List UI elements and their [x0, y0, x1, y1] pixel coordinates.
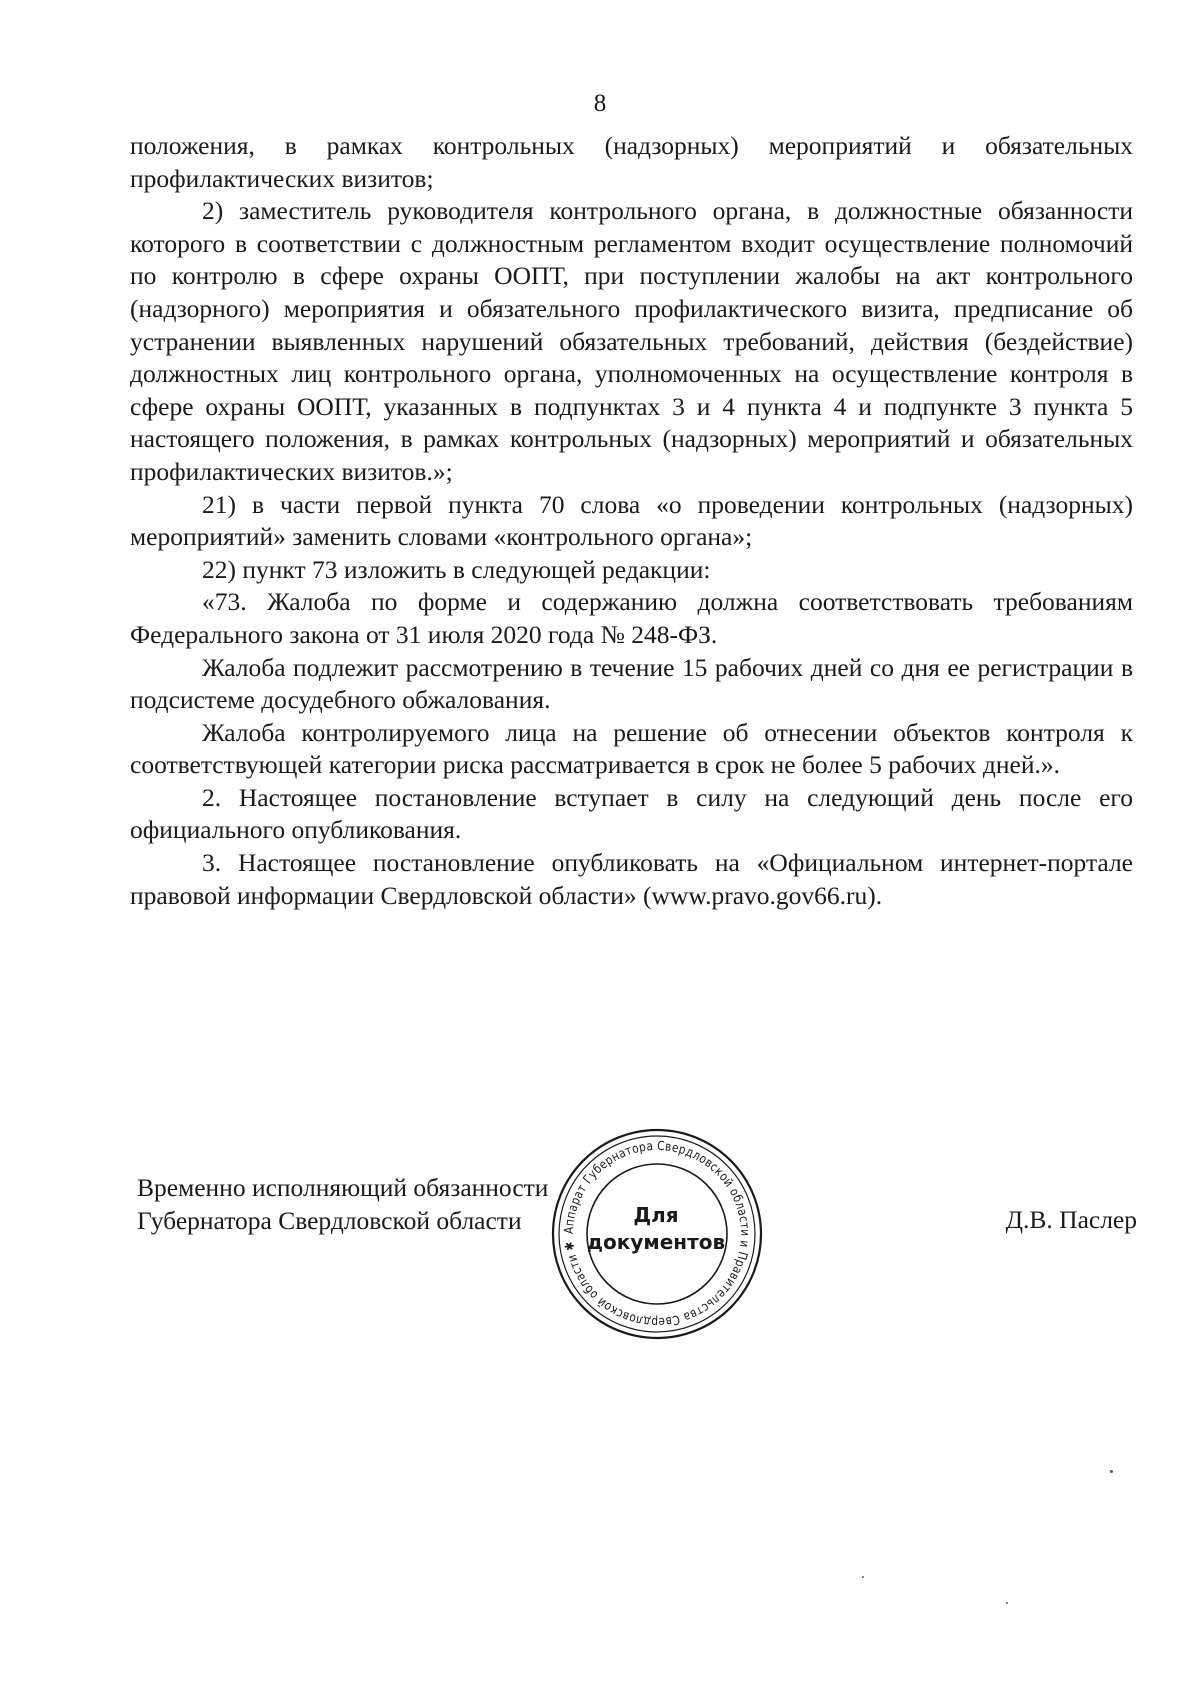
signatory-title-line-1: Временно исполняющий обязанности: [137, 1173, 549, 1202]
paragraph-effective-date: 2. Настоящее постановление вступает в силу на следующий день после его официального опубликования.: [130, 782, 1133, 845]
paragraph-item-2: 2) заместитель руководителя контрольного органа, в должностные обязанности которого в соответствии с должностным регламентом входит осуществление полномочий по контролю в сфере охраны ООПТ, при поступлении жалобы на акт контрольного (надзорного) мероприятия и обязательного профилактического визита, предписание об устранении выявленных нарушений обязательных требований, действия (бездействие) должностных лиц контрольного органа, уполномоченных на осуществление контроля в сфере охраны ООПТ, указанных в подпунктах 3 и 4 пункта 4 и подпункте 3 пункта 5 настоящего положения, в рамках контрольных (надзорных) мероприятий и обязательных профилактических визитов.»;: [130, 196, 1133, 486]
signatory-name: Д.В. Паслер: [1005, 1205, 1137, 1234]
paragraph-complaint-risk: Жалоба контролируемого лица на решение об отнесении объектов контроля к соответствующей категории риска рассматривается в срок не более 5 рабочих дней.».: [130, 717, 1133, 780]
paragraph-complaint-term: Жалоба подлежит рассмотрению в течение 15 рабочих дней со дня ее регистрации в подсистеме досудебного обжалования.: [130, 652, 1133, 715]
paragraph-item-22: 22) пункт 73 изложить в следующей редакции:: [202, 554, 711, 584]
official-seal: [549, 1126, 765, 1342]
paragraph-publication: 3. Настоящее постановление опубликовать на «Официальном интернет-портале правовой информации Свердловской области» (www.pravo.gov66.ru).: [130, 848, 1133, 910]
scan-speck: [1006, 1602, 1008, 1604]
scan-speck: [862, 1576, 864, 1578]
scan-speck: [1110, 1470, 1113, 1473]
paragraph-point-73: «73. Жалоба по форме и содержанию должна соответствовать требованиям Федерального закона от 31 июля 2020 года № 248-ФЗ.: [130, 587, 1133, 649]
seal-ring-text: Аппарат Губернатора Свердловской области и Правительства Свердловской области ✱: [560, 1137, 754, 1331]
seal-center-line-2: документов: [586, 1230, 726, 1254]
paragraph-continuation: положения, в рамках контрольных (надзорных) мероприятий и обязательных профилактических визитов;: [130, 131, 1133, 193]
seal-center-line-1: Для: [633, 1203, 679, 1227]
document-body: [130, 130, 1133, 912]
page-number: 8: [593, 90, 607, 117]
seal-center-text: [573, 1202, 739, 1256]
paragraph-item-21: 21) в части первой пункта 70 слова «о проведении контрольных (надзорных) мероприятий» заменить словами «контрольного органа»;: [130, 489, 1133, 552]
signatory-title-line-2: Губернатора Свердловской области: [137, 1205, 522, 1235]
